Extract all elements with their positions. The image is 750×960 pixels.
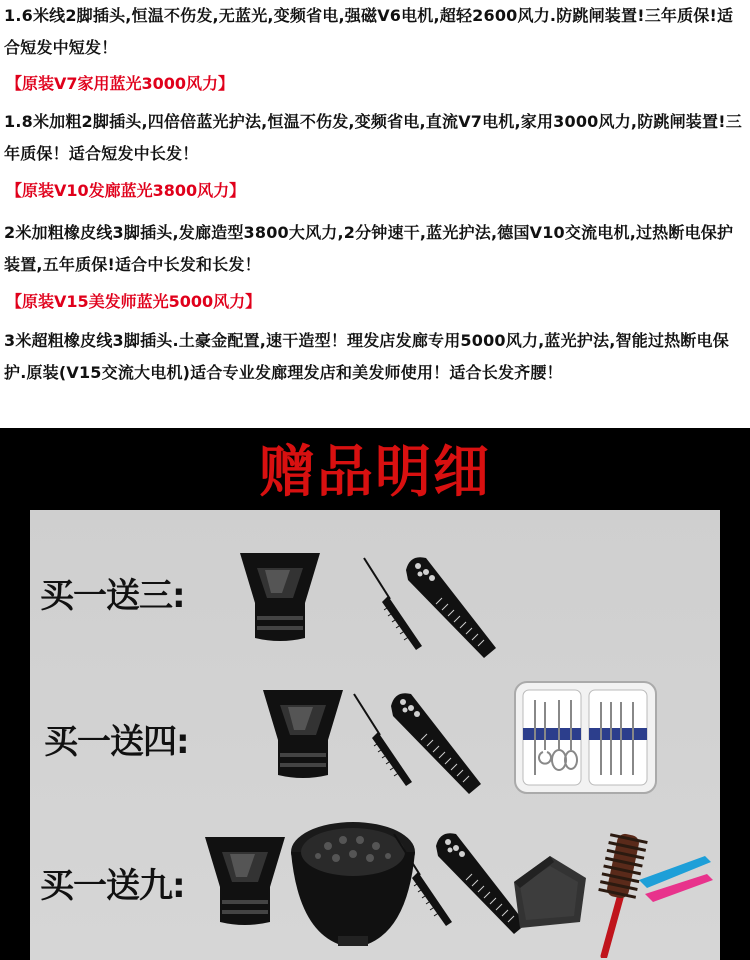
spec-v6-description: 1.6米线2脚插头,恒温不伤发,无蓝光,变频省电,强磁V6电机,超轻2600风力.防跳闸装置!三年质保!适合短发中短发！: [4, 6, 734, 57]
spec-v10-title: 【原装V10发廊蓝光3800风力】: [6, 181, 246, 200]
cutting-comb-icon: [385, 688, 485, 798]
offer-buy-one-get-three: 买一送三:: [40, 576, 185, 616]
spec-v10-description: 2米加粗橡皮线3脚插头,发廊造型3800大风力,2分钟速干,蓝光护法,德国V10交流电机,过热断电保护装置,五年质保!适合中长发和长发！: [4, 223, 734, 274]
spec-v7-description: 1.8米加粗2脚插头,四倍倍蓝光护法,恒温不伤发,变频省电,直流V7电机,家用3000风力,防跳闸装置!三年质保！适合短发中长发！: [4, 112, 742, 163]
concentrator-nozzle-icon: [258, 685, 348, 785]
spec-v15-title: 【原装V15美发师蓝光5000风力】: [6, 292, 262, 311]
concentrator-nozzle-icon: [200, 832, 290, 932]
concentrator-nozzle-icon: [235, 548, 325, 648]
manicure-kit-icon: [513, 680, 658, 795]
spec-v7-title: 【原装V7家用蓝光3000风力】: [6, 74, 235, 93]
gift-heading: 赠品明细: [259, 440, 491, 505]
towel-icon: [510, 852, 590, 932]
gift-panel: [30, 510, 720, 960]
product-spec-section: [0, 0, 750, 428]
offer-buy-one-get-four: 买一送四:: [44, 722, 189, 762]
cutting-comb-icon: [400, 552, 500, 662]
spec-v15-description: 3米超粗橡皮线3脚插头.土豪金配置,速干造型！理发店发廊专用5000风力,蓝光护法,智能过热断电保护.原装(V15交流大电机)适合专业发廊理发店和美发师使用！适合长发齐腰！: [4, 331, 729, 382]
hair-clip-icon: [635, 850, 715, 910]
offer-buy-one-get-nine: 买一送九:: [40, 866, 185, 906]
gift-details-section: [0, 428, 750, 960]
